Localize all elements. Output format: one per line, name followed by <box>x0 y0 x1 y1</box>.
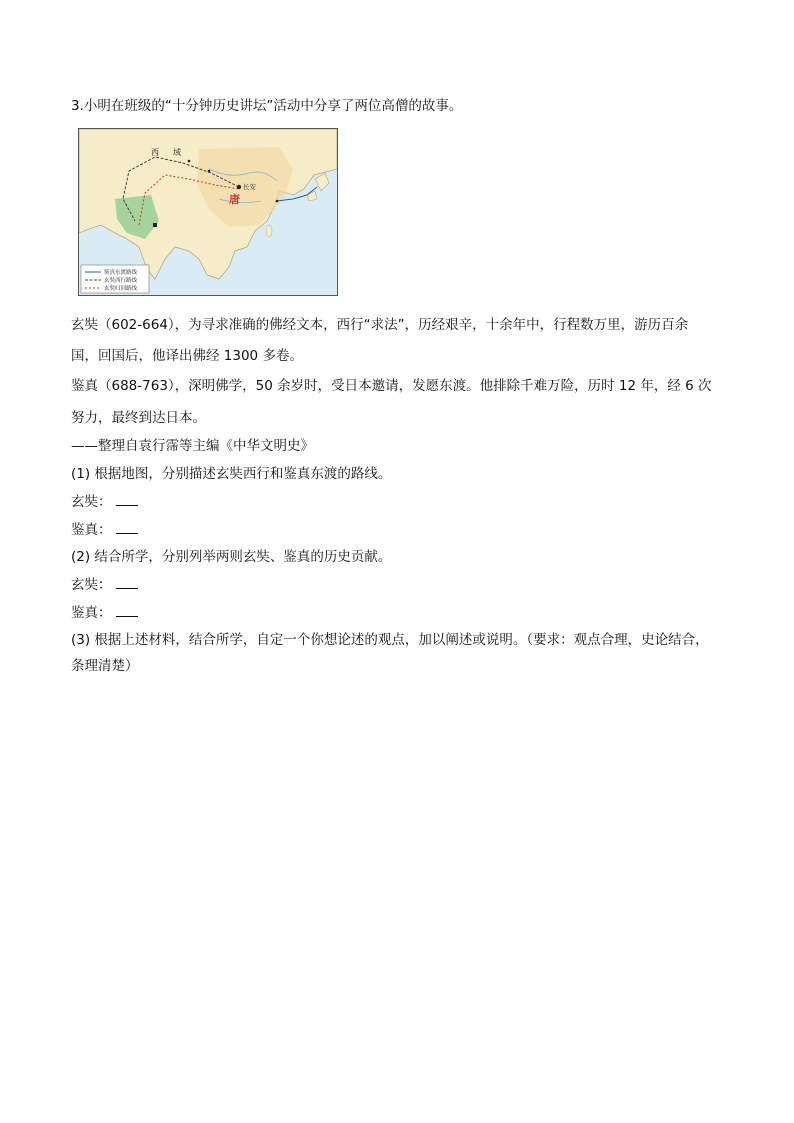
map-yangzhou-marker <box>276 200 279 203</box>
answer-2-xuanzang-blank[interactable] <box>116 576 138 589</box>
route-map-svg <box>79 129 337 295</box>
question-title: 3.小明在班级的“十分钟历史讲坛”活动中分享了两位高僧的故事。 <box>71 98 463 114</box>
answer-2-xuanzang-label: 玄奘： <box>71 577 112 593</box>
answer-1-xuanzang-label: 玄奘： <box>71 494 112 510</box>
map-nalanda-marker <box>153 223 157 227</box>
answer-2-jianzhen <box>71 604 138 622</box>
sub-question-1: (1) 根据地图，分别描述玄奘西行和鉴真东渡的路线。 <box>71 466 392 482</box>
map-place-marker <box>188 160 191 163</box>
material-jianzhen-line2: 努力，最终到达日本。 <box>71 410 206 426</box>
material-source: ——整理自袁行霈等主编《中华文明史》 <box>71 438 314 454</box>
answer-1-jianzhen-blank[interactable] <box>116 521 138 534</box>
legend-text-xuanzang-west: 玄奘西行路线 <box>104 278 138 284</box>
answer-2-jianzhen-label: 鉴真： <box>71 605 112 621</box>
map-place-marker <box>208 170 211 173</box>
legend-text-xuanzang-return: 玄奘归回路线 <box>104 286 138 292</box>
material-xuanzang-line2: 国，回国后，他译出佛经 1300 多卷。 <box>71 348 303 364</box>
sub-question-3-line1: (3) 根据上述材料，结合所学，自定一个你想论述的观点，加以阐述或说明。（要求：观点合理，史论结合， <box>71 632 709 648</box>
answer-1-jianzhen-label: 鉴真： <box>71 522 112 538</box>
legend-text-jianzhen: 鉴真东渡路线 <box>104 270 138 276</box>
map-changan-label: 长安 <box>243 183 256 191</box>
map-tang-label: 唐 <box>229 193 240 206</box>
map-yu-label: 域 <box>173 148 181 157</box>
map-island <box>266 225 272 237</box>
answer-1-xuanzang <box>71 493 138 511</box>
map-west-label: 西 <box>151 148 159 157</box>
sub-question-3-line2: 条理清楚） <box>71 658 139 674</box>
answer-2-jianzhen-blank[interactable] <box>116 604 138 617</box>
route-map <box>78 128 338 296</box>
answer-1-xuanzang-blank[interactable] <box>116 493 138 506</box>
answer-2-xuanzang <box>71 576 138 594</box>
answer-1-jianzhen <box>71 521 138 539</box>
material-xuanzang-line1: 玄奘（602-664），为寻求准确的佛经文本，西行“求法”，历经艰辛，十余年中，行程数万里，游历百余 <box>71 317 689 333</box>
material-jianzhen-line1: 鉴真（688-763），深明佛学，50 余岁时，受日本邀请，发愿东渡。他排除千难万险，历时 12 年，经 6 次 <box>71 378 712 394</box>
sub-question-2: (2) 结合所学，分别列举两则玄奘、鉴真的历史贡献。 <box>71 549 392 565</box>
map-changan-marker <box>237 185 241 189</box>
